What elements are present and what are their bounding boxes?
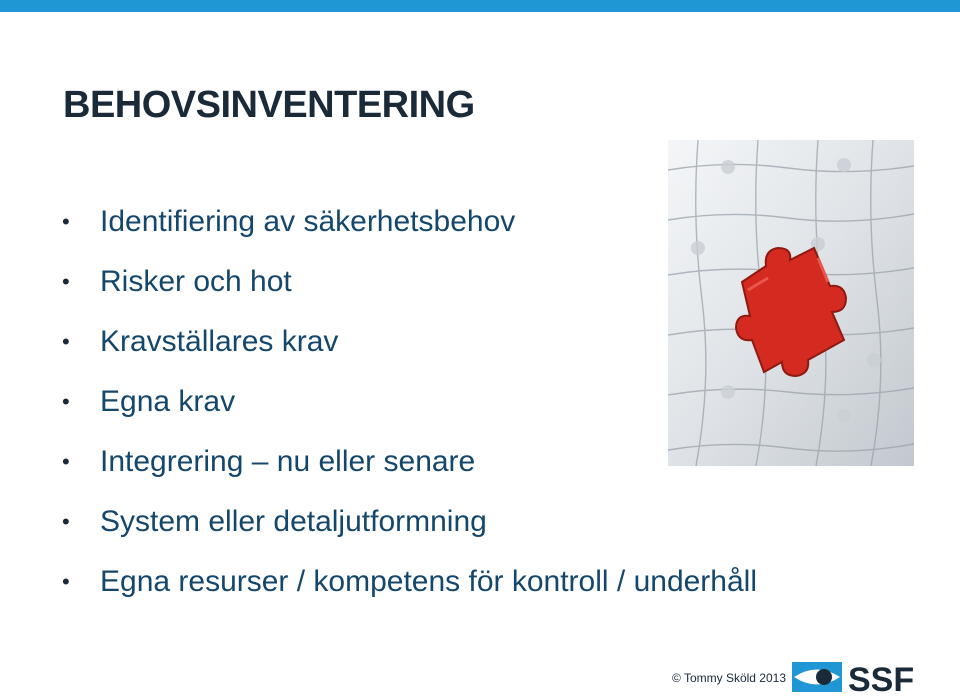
- bullet-dot-icon: •: [62, 329, 70, 354]
- bullet-text: Kravställares krav: [100, 325, 339, 358]
- bullet-dot-icon: •: [62, 389, 70, 414]
- bullet-text: Risker och hot: [100, 265, 292, 298]
- bullet-dot-icon: •: [62, 569, 70, 594]
- bullet-item: [58, 560, 757, 620]
- bullet-text: System eller detaljutformning: [100, 505, 487, 538]
- slide-title: BEHOVSINVENTERING: [63, 84, 475, 126]
- bullet-text: Egna resurser / kompetens för kontroll / underhåll: [100, 565, 757, 598]
- bullet-item: [58, 200, 757, 260]
- puzzle-missing-piece-icon: [668, 140, 914, 466]
- bullet-list: [58, 200, 757, 620]
- bullet-item: [58, 440, 757, 500]
- bullet-dot-icon: •: [62, 449, 70, 474]
- bullet-text: Egna krav: [100, 385, 236, 418]
- bullet-item: [58, 260, 757, 320]
- bullet-dot-icon: •: [62, 269, 70, 294]
- bullet-dot-icon: •: [62, 209, 70, 234]
- top-accent-bar: [0, 0, 960, 12]
- bullet-text: Identifiering av säkerhetsbehov: [100, 205, 516, 238]
- bullet-item: [58, 500, 757, 560]
- logo-text: SSF: [848, 661, 915, 696]
- ssf-eye-logo-icon: [790, 658, 930, 696]
- bullet-text: Integrering – nu eller senare: [100, 445, 476, 478]
- bullet-item: [58, 320, 757, 380]
- bullet-item: [58, 380, 757, 440]
- bullet-dot-icon: •: [62, 509, 70, 534]
- copyright-text: © Tommy Sköld 2013: [672, 671, 787, 685]
